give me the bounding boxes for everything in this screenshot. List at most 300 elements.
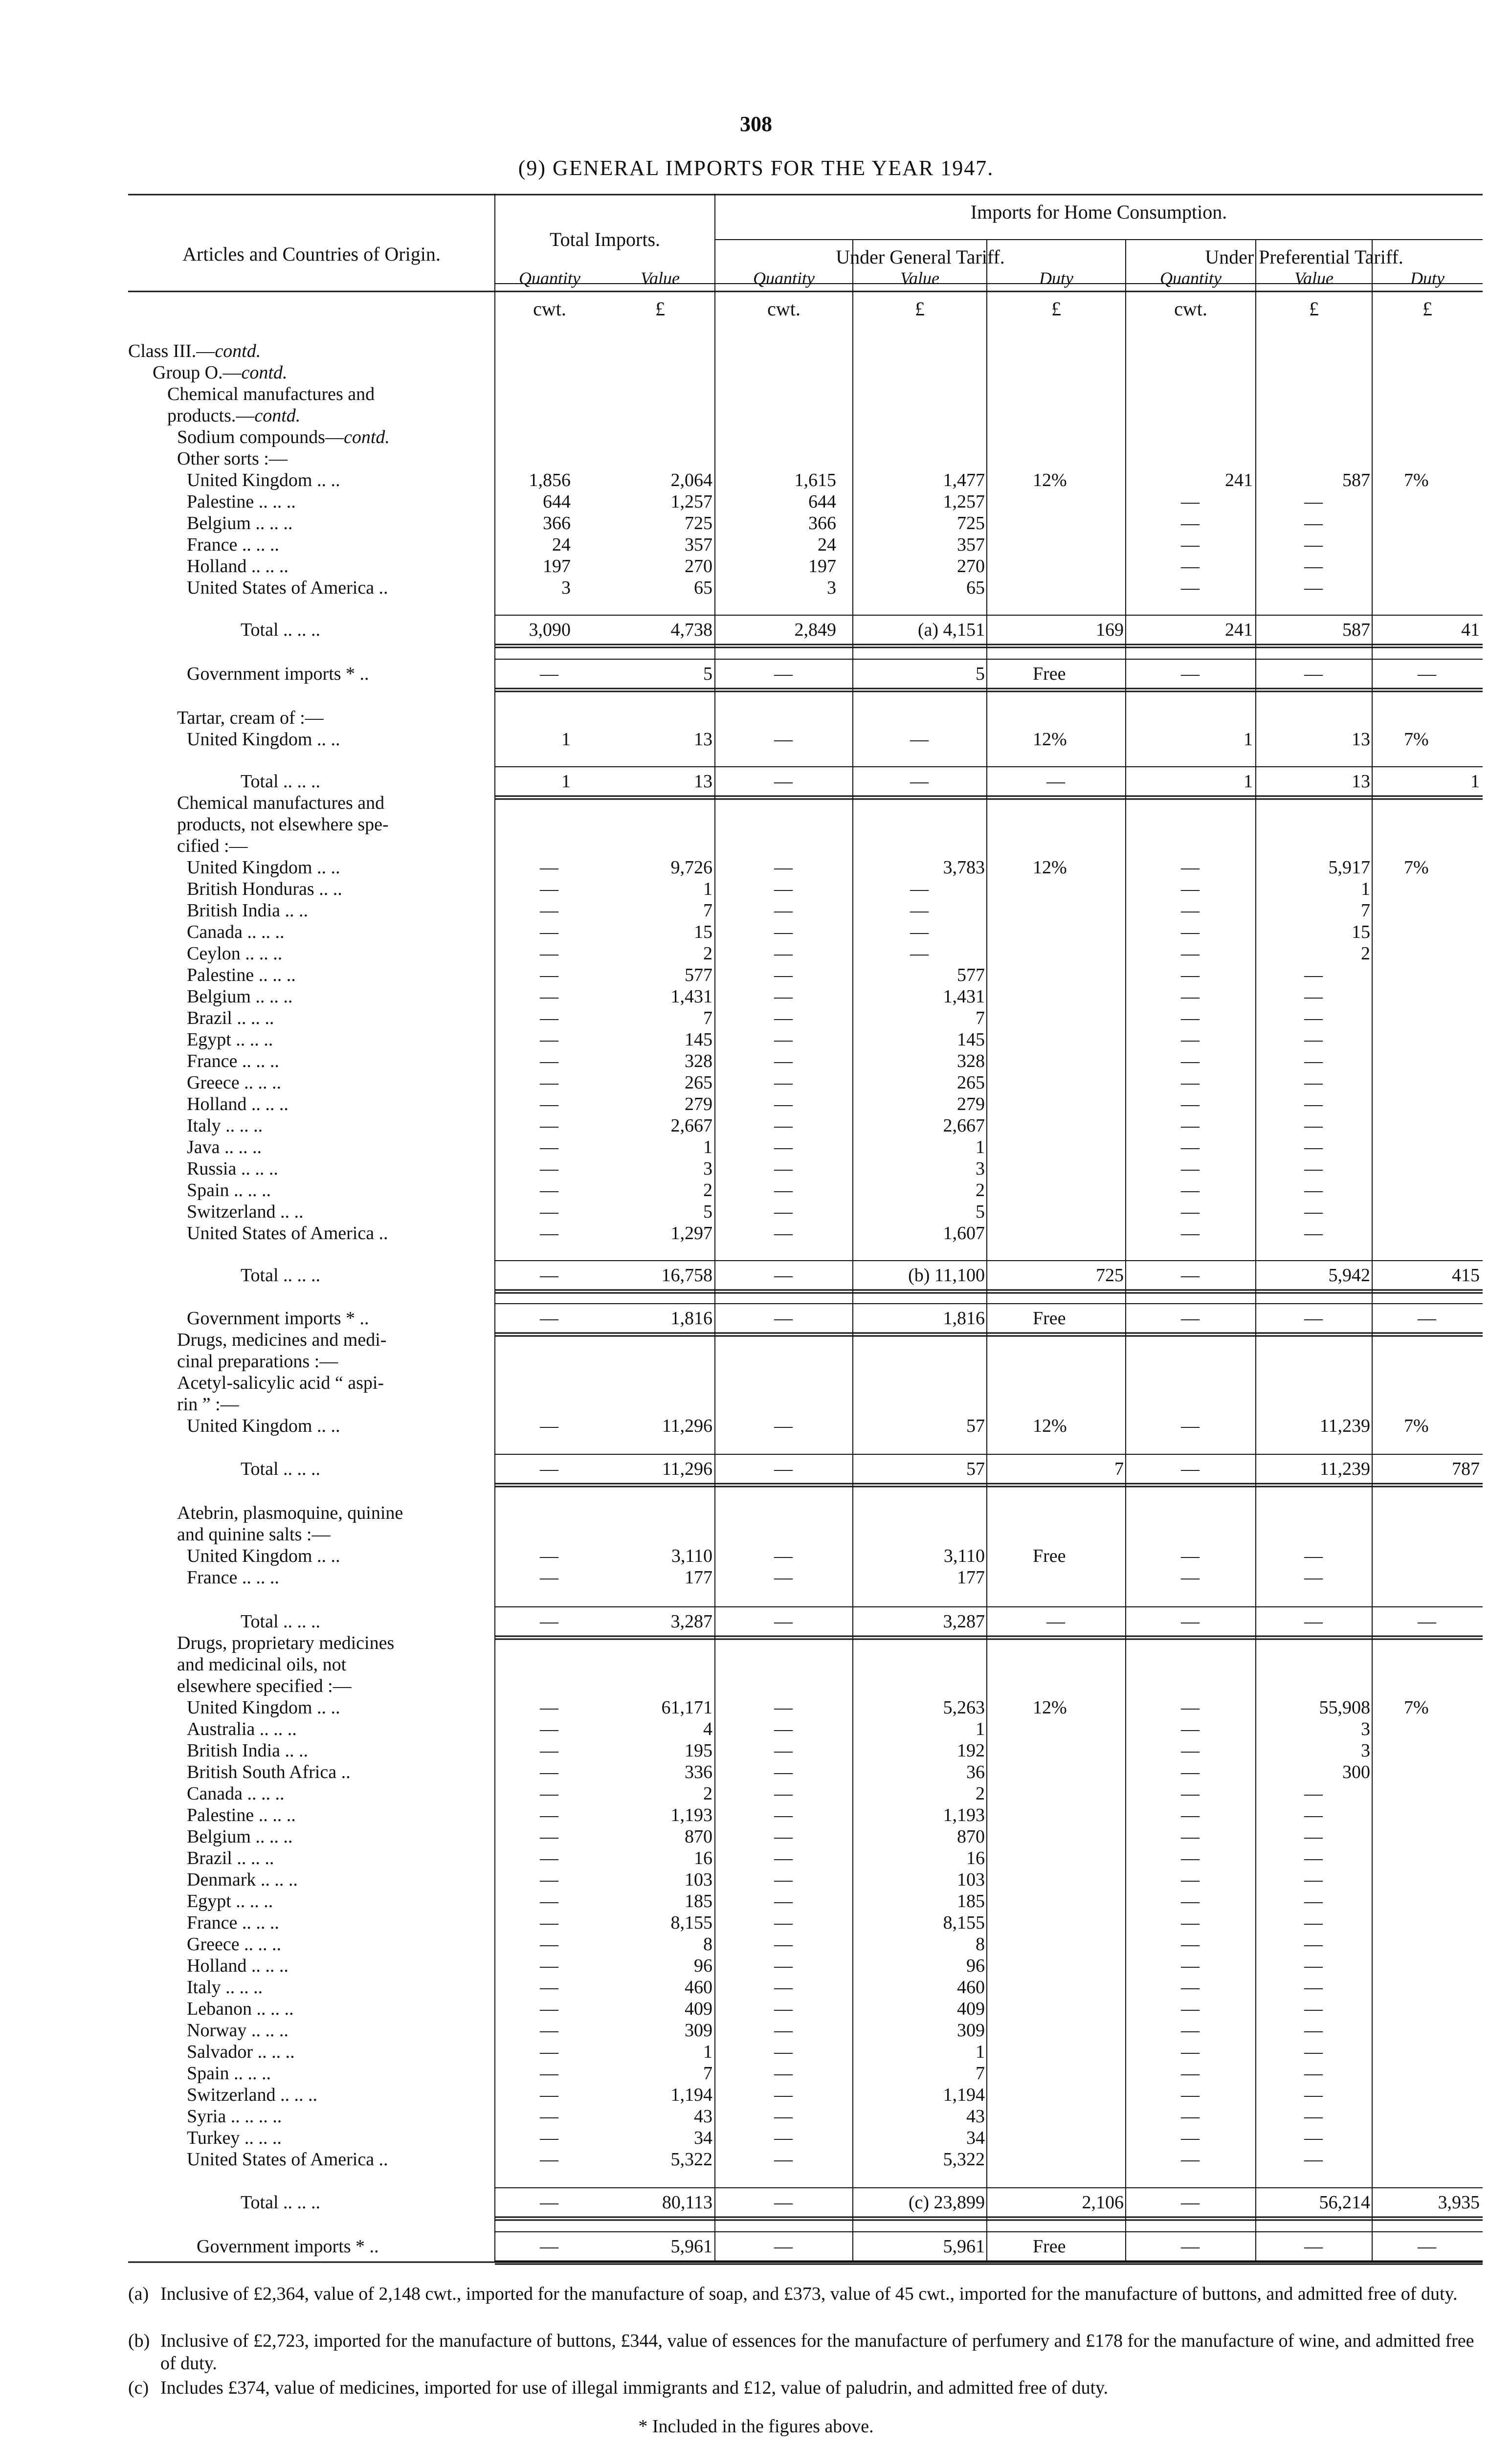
row-label: products, not elsewhere spe-	[177, 814, 389, 835]
row-label: France .. .. ..	[187, 1051, 279, 1071]
row-label: Salvador .. .. ..	[187, 2042, 295, 2062]
cell-pref-qty: —	[1181, 1891, 1200, 1912]
cell-pref-qty: —	[1181, 1805, 1200, 1825]
unit-label: cwt.	[1174, 298, 1207, 320]
row-label: United States of America ..	[187, 2149, 388, 2170]
cell-pref-qty: —	[1181, 664, 1200, 684]
cell-general-value: 309	[957, 2020, 985, 2041]
table-row	[128, 1740, 1483, 1761]
cell-pref-value: —	[1304, 1891, 1323, 1912]
cell-general-qty: —	[774, 1265, 793, 1286]
header-general-tariff: Under General Tariff.	[836, 246, 1005, 268]
cell-general-value: 5	[976, 664, 985, 684]
cell-general-value: 270	[957, 556, 985, 577]
cell-pref-value: 5,917	[1328, 857, 1370, 878]
row-label: Egypt .. .. ..	[187, 1029, 273, 1050]
cell-general-qty: —	[774, 2063, 793, 2084]
table-row	[128, 986, 1483, 1007]
cell-pref-value: —	[1304, 1999, 1323, 2019]
cell-pref-duty: 7%	[1404, 1697, 1429, 1718]
cell-total-qty: —	[540, 1891, 558, 1912]
row-label: Holland .. .. ..	[187, 1094, 289, 1114]
cell-general-value: 460	[957, 1977, 985, 1998]
cell-general-value: 1,816	[943, 1308, 985, 1329]
cell-general-value: 8	[976, 1934, 985, 1955]
table-row	[128, 1372, 1483, 1394]
table-row	[128, 1567, 1483, 1588]
cell-pref-qty: —	[1181, 2020, 1200, 2041]
footnote-tag: (c)	[128, 2378, 149, 2398]
cell-general-value: 8,155	[943, 1912, 985, 1933]
cell-general-qty: 197	[808, 556, 836, 577]
cell-total-value: 195	[685, 1740, 712, 1761]
cell-total-value: 7	[703, 900, 712, 921]
row-label: Belgium .. .. ..	[187, 986, 293, 1007]
table-row	[128, 512, 1483, 534]
row-label: Palestine .. .. ..	[187, 491, 296, 512]
cell-pref-value: —	[1304, 1201, 1323, 1222]
row-label: Total .. .. ..	[241, 620, 321, 640]
cell-total-value: 4,738	[670, 620, 712, 640]
table-row	[128, 2106, 1483, 2127]
cell-pref-value: —	[1304, 1912, 1323, 1933]
table-row	[128, 1847, 1483, 1869]
cell-total-value: 1,816	[670, 1308, 712, 1329]
row-label: Canada .. .. ..	[187, 1783, 285, 1804]
subheader-value: Value	[900, 268, 939, 288]
cell-general-value: 3	[976, 1158, 985, 1179]
cell-general-qty: —	[774, 1201, 793, 1222]
row-label: United Kingdom .. ..	[187, 1546, 340, 1566]
cell-pref-value: —	[1304, 1934, 1323, 1955]
row-label-suffix: contd.	[343, 427, 390, 447]
cell-total-qty: —	[540, 664, 558, 684]
cell-general-qty: —	[774, 1977, 793, 1998]
cell-general-value: 1,193	[943, 1805, 985, 1825]
cell-total-value: 11,296	[662, 1416, 712, 1436]
cell-total-qty: 3,090	[529, 620, 571, 640]
cell-general-qty: —	[774, 1697, 793, 1718]
cell-total-value: 870	[685, 1826, 712, 1847]
cell-total-value: 8	[703, 1934, 712, 1955]
cell-total-value: 5,961	[670, 2236, 712, 2257]
table-row	[128, 405, 1483, 426]
cell-general-value: 36	[966, 1762, 985, 1782]
cell-pref-value: —	[1304, 1094, 1323, 1114]
cell-total-value: 5	[703, 664, 712, 684]
row-label-suffix: contd.	[215, 341, 261, 361]
row-label: Egypt .. .. ..	[187, 1891, 273, 1912]
cell-general-qty: —	[774, 943, 793, 964]
cell-pref-value: 2	[1361, 943, 1370, 964]
cell-pref-qty: —	[1181, 879, 1200, 899]
row-label: Denmark .. .. ..	[187, 1869, 298, 1890]
cell-total-value: 11,296	[662, 1459, 712, 1479]
cell-pref-value: —	[1304, 1826, 1323, 1847]
cell-total-value: 3	[703, 1158, 712, 1179]
cell-general-qty: 24	[818, 534, 836, 555]
cell-pref-qty: —	[1181, 1459, 1200, 1479]
cell-total-qty: —	[540, 922, 558, 942]
cell-general-value: 2,667	[943, 1115, 985, 1136]
cell-pref-qty: —	[1181, 2106, 1200, 2127]
cell-pref-value: 56,214	[1319, 2192, 1370, 2213]
cell-pref-value: —	[1304, 1869, 1323, 1890]
row-label: Chemical manufactures and	[167, 384, 375, 404]
cell-total-value: 3,110	[671, 1546, 712, 1566]
cell-pref-duty: 41	[1461, 620, 1480, 640]
row-label: Greece .. .. ..	[187, 1934, 282, 1955]
cell-total-qty: —	[540, 1912, 558, 1933]
cell-pref-qty: —	[1181, 1740, 1200, 1761]
cell-total-value: 270	[685, 556, 712, 577]
cell-pref-qty: —	[1181, 2063, 1200, 2084]
cell-pref-duty: 7%	[1404, 729, 1429, 750]
cell-pref-value: —	[1304, 534, 1323, 555]
cell-general-duty: 12%	[1033, 729, 1067, 750]
cell-total-value: 2	[703, 1180, 712, 1200]
cell-general-qty: —	[774, 1308, 793, 1329]
cell-pref-value: —	[1304, 1805, 1323, 1825]
cell-general-qty: —	[774, 1891, 793, 1912]
cell-general-qty: —	[774, 1740, 793, 1761]
cell-pref-duty: 7%	[1404, 470, 1429, 490]
cell-general-value: —	[910, 729, 929, 750]
total-row	[128, 771, 1483, 792]
cell-general-qty: —	[774, 1072, 793, 1093]
cell-total-qty: —	[540, 879, 558, 899]
cell-total-value: 336	[685, 1762, 712, 1782]
cell-general-duty: Free	[1033, 1546, 1066, 1566]
cell-pref-qty: —	[1181, 900, 1200, 921]
cell-total-qty: —	[540, 1459, 558, 1479]
table-row	[128, 2149, 1483, 2170]
cell-general-value: 725	[957, 513, 985, 533]
row-label: Government imports * ..	[187, 1308, 369, 1329]
row-label: Switzerland .. .. ..	[187, 2085, 318, 2105]
row-label: Russia .. .. ..	[187, 1158, 278, 1179]
row-label: Belgium .. .. ..	[187, 1826, 293, 1847]
cell-general-value: 409	[957, 1999, 985, 2019]
row-label: Holland .. .. ..	[187, 556, 289, 577]
cell-pref-qty: —	[1181, 922, 1200, 942]
cell-pref-value: —	[1304, 1008, 1323, 1028]
cell-general-value: 279	[957, 1094, 985, 1114]
cell-pref-value: —	[1304, 556, 1323, 577]
cell-total-qty: —	[540, 1869, 558, 1890]
cell-pref-qty: —	[1181, 578, 1200, 598]
cell-total-value: 13	[694, 729, 712, 750]
table-row	[128, 1783, 1483, 1804]
unit-label: £	[1051, 298, 1061, 320]
row-label: and quinine salts :—	[177, 1524, 331, 1545]
table-row	[128, 707, 1483, 729]
cell-pref-qty: —	[1181, 986, 1200, 1007]
cell-general-qty: —	[774, 1783, 793, 1804]
cell-general-qty: —	[774, 922, 793, 942]
cell-pref-qty: —	[1181, 1912, 1200, 1933]
cell-total-qty: —	[540, 1265, 558, 1286]
cell-general-value: 3,783	[943, 857, 985, 878]
cell-pref-qty: —	[1181, 1223, 1200, 1244]
footnote-tag: (b)	[128, 2331, 150, 2351]
subheader-value: Value	[1294, 268, 1334, 288]
cell-total-qty: —	[540, 1740, 558, 1761]
table-row	[128, 1072, 1483, 1093]
row-label: Canada .. .. ..	[187, 922, 285, 942]
cell-total-qty: 24	[552, 534, 571, 555]
cell-total-value: 2,667	[670, 1115, 712, 1136]
table-row	[128, 1415, 1483, 1437]
cell-general-value: 1,431	[943, 986, 985, 1007]
cell-general-qty: —	[774, 1115, 793, 1136]
row-label: United Kingdom .. ..	[187, 729, 340, 750]
cell-pref-qty: 1	[1244, 771, 1253, 792]
cell-general-qty: —	[774, 729, 793, 750]
cell-general-duty: 12%	[1033, 857, 1067, 878]
total-row	[128, 1611, 1483, 1632]
cell-pref-qty: —	[1181, 1783, 1200, 1804]
cell-pref-qty: —	[1181, 1051, 1200, 1071]
cell-general-value: 3,287	[943, 1611, 985, 1632]
cell-general-qty: —	[774, 1805, 793, 1825]
cell-total-qty: —	[540, 1567, 558, 1588]
cell-general-value: 34	[966, 2128, 985, 2148]
cell-pref-value: —	[1304, 1137, 1323, 1157]
cell-total-qty: —	[540, 2085, 558, 2105]
table-row	[128, 2084, 1483, 2106]
unit-label: £	[655, 298, 665, 320]
cell-general-qty: 2,849	[794, 620, 836, 640]
cell-general-value: 5,263	[943, 1697, 985, 1718]
cell-total-qty: —	[540, 1137, 558, 1157]
cell-pref-duty: 1	[1470, 771, 1480, 792]
cell-total-qty: —	[540, 1094, 558, 1114]
cell-total-qty: —	[540, 2149, 558, 2170]
cell-total-qty: —	[540, 943, 558, 964]
row-label: Switzerland .. ..	[187, 1201, 304, 1222]
cell-total-qty: 1,856	[529, 470, 571, 490]
total-row	[128, 663, 1483, 685]
cell-pref-qty: —	[1181, 1611, 1200, 1632]
total-row	[128, 1458, 1483, 1480]
unit-label: cwt.	[767, 298, 800, 320]
cell-pref-qty: —	[1181, 513, 1200, 533]
cell-general-qty: —	[774, 2128, 793, 2148]
cell-pref-qty: —	[1181, 1029, 1200, 1050]
cell-pref-duty: —	[1418, 1308, 1436, 1329]
cell-total-qty: —	[540, 965, 558, 985]
cell-general-duty: 12%	[1033, 470, 1067, 490]
cell-pref-qty: 1	[1244, 729, 1253, 750]
cell-pref-qty: —	[1181, 1977, 1200, 1998]
row-label: Java .. .. ..	[187, 1137, 262, 1157]
table-row	[128, 900, 1483, 921]
cell-total-value: 309	[685, 2020, 712, 2041]
table-row	[128, 1632, 1483, 1654]
cell-total-value: 1,193	[670, 1805, 712, 1825]
row-label: Chemical manufactures and	[177, 793, 385, 813]
cell-total-value: 9,726	[670, 857, 712, 878]
cell-total-value: 103	[685, 1869, 712, 1890]
cell-pref-value: —	[1304, 1115, 1323, 1136]
cell-total-qty: —	[540, 1546, 558, 1566]
cell-total-value: 1,194	[670, 2085, 712, 2105]
cell-pref-qty: —	[1181, 534, 1200, 555]
cell-pref-value: —	[1304, 1051, 1323, 1071]
row-label: Total .. .. ..	[241, 1265, 321, 1286]
table-row	[128, 921, 1483, 943]
row-label: Turkey .. .. ..	[187, 2128, 282, 2148]
cell-general-qty: 1,615	[794, 470, 836, 490]
cell-general-qty: —	[774, 1158, 793, 1179]
table-row	[128, 1890, 1483, 1912]
unit-label: £	[915, 298, 925, 320]
cell-general-value: (b) 11,100	[908, 1265, 985, 1286]
cell-general-duty: Free	[1033, 1308, 1066, 1329]
cell-general-qty: —	[774, 1029, 793, 1050]
cell-total-value: 16,758	[661, 1265, 712, 1286]
cell-general-qty: —	[774, 857, 793, 878]
table-row	[128, 577, 1483, 599]
row-label: Class III.—contd.	[128, 341, 261, 361]
cell-total-qty: —	[540, 1115, 558, 1136]
table-row	[128, 1998, 1483, 2020]
cell-pref-duty: 3,935	[1438, 2192, 1480, 2213]
cell-pref-qty: —	[1181, 1180, 1200, 1200]
row-label: British Honduras .. ..	[187, 879, 342, 899]
table-row	[128, 1654, 1483, 1675]
cell-total-value: 357	[685, 534, 712, 555]
table-row	[128, 1934, 1483, 1955]
cell-total-qty: —	[540, 1805, 558, 1825]
table-row	[128, 814, 1483, 835]
row-label: rin ” :—	[177, 1394, 239, 1415]
cell-total-qty: —	[540, 1934, 558, 1955]
cell-general-qty: —	[774, 1416, 793, 1436]
row-label: Government imports * ..	[187, 664, 369, 684]
cell-total-qty: 3	[561, 578, 571, 598]
cell-general-qty: —	[774, 1459, 793, 1479]
cell-pref-value: 13	[1352, 771, 1370, 792]
cell-pref-value: 55,908	[1319, 1697, 1370, 1718]
footnote-tag: (a)	[128, 2284, 149, 2304]
table-row	[128, 1029, 1483, 1050]
cell-total-qty: —	[540, 1051, 558, 1071]
cell-pref-qty: —	[1181, 1158, 1200, 1179]
cell-general-value: 1,257	[943, 491, 985, 512]
cell-total-qty: —	[540, 986, 558, 1007]
row-label: Total .. .. ..	[241, 1611, 321, 1632]
cell-total-qty: —	[540, 1308, 558, 1329]
cell-total-qty: —	[540, 1072, 558, 1093]
cell-pref-value: 11,239	[1319, 1459, 1370, 1479]
row-label: products.—contd.	[167, 405, 301, 426]
table-row	[128, 1869, 1483, 1890]
cell-pref-qty: —	[1181, 1762, 1200, 1782]
cell-pref-qty: 241	[1225, 620, 1253, 640]
cell-general-value: 65	[966, 578, 985, 598]
cell-pref-qty: —	[1181, 1934, 1200, 1955]
cell-pref-qty: —	[1181, 1869, 1200, 1890]
cell-general-value: 103	[957, 1869, 985, 1890]
cell-pref-value: —	[1304, 1029, 1323, 1050]
row-label: Greece .. .. ..	[187, 1072, 282, 1093]
cell-general-value: 185	[957, 1891, 985, 1912]
table-row	[128, 383, 1483, 405]
cell-total-value: 65	[694, 578, 712, 598]
cell-general-qty: —	[774, 1546, 793, 1566]
cell-pref-qty: —	[1181, 2042, 1200, 2062]
cell-general-value: 57	[966, 1416, 985, 1436]
cell-general-qty: 644	[808, 491, 836, 512]
row-label: Belgium .. .. ..	[187, 513, 293, 533]
cell-pref-value: —	[1304, 1611, 1323, 1632]
table-row	[128, 1050, 1483, 1072]
cell-general-qty: —	[774, 1223, 793, 1244]
row-label: France .. .. ..	[187, 534, 279, 555]
cell-total-qty: —	[540, 1999, 558, 2019]
cell-pref-value: —	[1304, 1072, 1323, 1093]
cell-general-qty: —	[774, 1567, 793, 1588]
cell-pref-value: —	[1304, 513, 1323, 533]
cell-general-qty: —	[774, 2020, 793, 2041]
cell-total-qty: —	[540, 1416, 558, 1436]
cell-pref-value: 587	[1342, 470, 1370, 490]
cell-total-value: 80,113	[662, 2192, 712, 2213]
row-label: Spain .. .. ..	[187, 1180, 271, 1200]
cell-pref-value: 11,239	[1319, 1416, 1370, 1436]
row-label: British India .. ..	[187, 900, 309, 921]
cell-total-qty: —	[540, 2106, 558, 2127]
cell-pref-value: —	[1304, 1180, 1323, 1200]
cell-general-qty: —	[774, 2149, 793, 2170]
table-row	[128, 1394, 1483, 1415]
table-row	[128, 729, 1483, 750]
row-label: Brazil .. .. ..	[187, 1848, 274, 1868]
cell-general-value: 57	[966, 1459, 985, 1479]
cell-pref-qty: —	[1181, 556, 1200, 577]
table-row	[128, 878, 1483, 900]
cell-total-value: 2,064	[670, 470, 712, 490]
cell-general-duty: 7	[1114, 1459, 1124, 1479]
table-row	[128, 835, 1483, 857]
row-label: Government imports * ..	[197, 2236, 379, 2257]
cell-pref-value: —	[1304, 2128, 1323, 2148]
row-label: United States of America ..	[187, 578, 388, 598]
cell-general-value: —	[910, 943, 929, 964]
cell-pref-value: —	[1304, 1223, 1323, 1244]
cell-pref-value: —	[1304, 2042, 1323, 2062]
cell-general-value: 265	[957, 1072, 985, 1093]
cell-general-duty: Free	[1033, 664, 1066, 684]
header-home-consumption: Imports for Home Consumption.	[970, 201, 1227, 223]
cell-general-qty: —	[774, 1051, 793, 1071]
table-row	[128, 1351, 1483, 1372]
cell-pref-qty: —	[1181, 2236, 1200, 2257]
cell-pref-value: —	[1304, 491, 1323, 512]
cell-general-qty: —	[774, 1762, 793, 1782]
cell-pref-qty: —	[1181, 2085, 1200, 2105]
cell-general-qty: —	[774, 965, 793, 985]
table-row	[128, 534, 1483, 556]
cell-total-qty: 644	[543, 491, 571, 512]
cell-pref-qty: —	[1181, 2192, 1200, 2213]
cell-total-qty: —	[540, 1783, 558, 1804]
cell-pref-value: —	[1304, 2063, 1323, 2084]
header-total-imports: Total Imports.	[549, 228, 661, 250]
row-label: United Kingdom .. ..	[187, 1697, 340, 1718]
